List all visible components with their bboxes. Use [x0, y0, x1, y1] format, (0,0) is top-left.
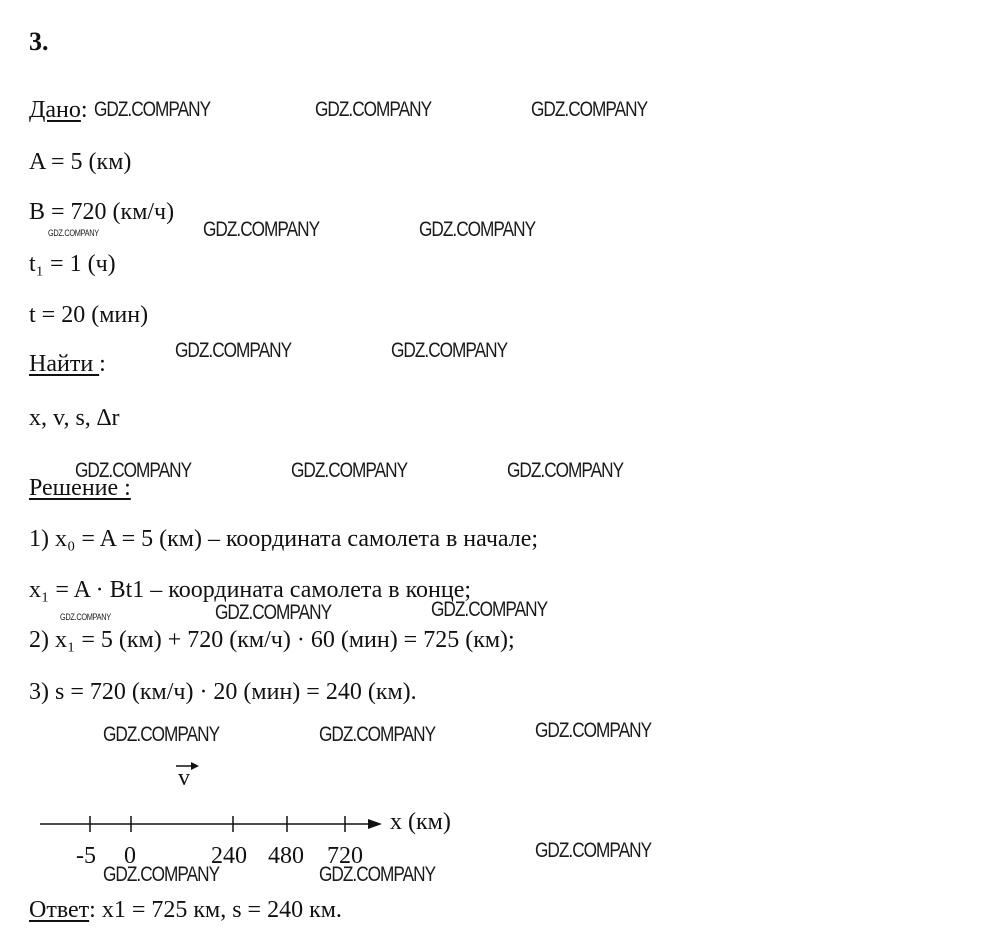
watermark: GDZ.COMPANY — [103, 863, 220, 886]
watermark: GDZ.COMPANY — [291, 459, 408, 482]
watermark: GDZ.COMPANY — [431, 598, 548, 621]
solution-heading: Решение : — [29, 475, 131, 501]
given-line-t1: t₁ = 1 (ч) — [29, 251, 116, 277]
solution-line-2: x₁ = A · Bt1 – координата самолета в конце; — [29, 577, 472, 603]
tick-label-480: 480 — [268, 843, 304, 869]
vector-arrow-head — [191, 762, 199, 770]
watermark: GDZ.COMPANY — [535, 839, 652, 862]
solution-line-4: 3) s = 720 (км/ч) · 20 (мин) = 240 (км). — [29, 679, 417, 705]
answer-text: : x1 = 725 км, s = 240 км. — [89, 897, 342, 923]
given-line-a: A = 5 (км) — [29, 149, 132, 175]
watermark: GDZ.COMPANY — [319, 863, 436, 886]
watermark: GDZ.COMPANY — [319, 723, 436, 746]
watermark: GDZ.COMPANY — [203, 218, 320, 241]
watermark: GDZ.COMPANY — [507, 459, 624, 482]
given-line-b: B = 720 (км/ч) — [29, 199, 175, 225]
watermark: GDZ.COMPANY — [103, 723, 220, 746]
watermark: GDZ.COMPANY — [535, 719, 652, 742]
tick-label-0: 0 — [124, 843, 136, 869]
watermark: GDZ.COMPANY — [315, 98, 432, 121]
watermark: GDZ.COMPANY — [175, 339, 292, 362]
axis-arrowhead — [368, 819, 382, 829]
answer-heading: Ответ — [29, 897, 90, 923]
given-line-t: t = 20 (мин) — [29, 302, 149, 328]
find-heading: Найти — [29, 351, 100, 377]
watermark: GDZ.COMPANY — [94, 98, 211, 121]
watermark: GDZ.COMPANY — [60, 612, 111, 622]
given-heading: Дано — [29, 97, 81, 123]
watermark: GDZ.COMPANY — [391, 339, 508, 362]
problem-number: 3. — [29, 27, 49, 56]
vector-label: v — [178, 765, 190, 791]
tick-label-240: 240 — [211, 843, 247, 869]
tick-label-720: 720 — [327, 843, 363, 869]
watermark: GDZ.COMPANY — [419, 218, 536, 241]
solution-line-1: 1) x₀ = A = 5 (км) – координата самолета в начале; — [29, 526, 539, 552]
watermark: GDZ.COMPANY — [215, 601, 332, 624]
axis-label: x (км) — [390, 809, 451, 835]
watermark: GDZ.COMPANY — [48, 228, 99, 238]
find-line: x, v, s, ∆r — [29, 405, 120, 431]
tick-label-minus-5: -5 — [76, 843, 96, 869]
answer-line — [29, 896, 342, 924]
find-colon: : — [99, 351, 106, 377]
watermark: GDZ.COMPANY — [531, 98, 648, 121]
solution-line-3: 2) x₁ = 5 (км) + 720 (км/ч) · 60 (мин) = 725 (км); — [29, 627, 515, 653]
watermark: GDZ.COMPANY — [75, 459, 192, 482]
given-colon: : — [80, 97, 88, 123]
